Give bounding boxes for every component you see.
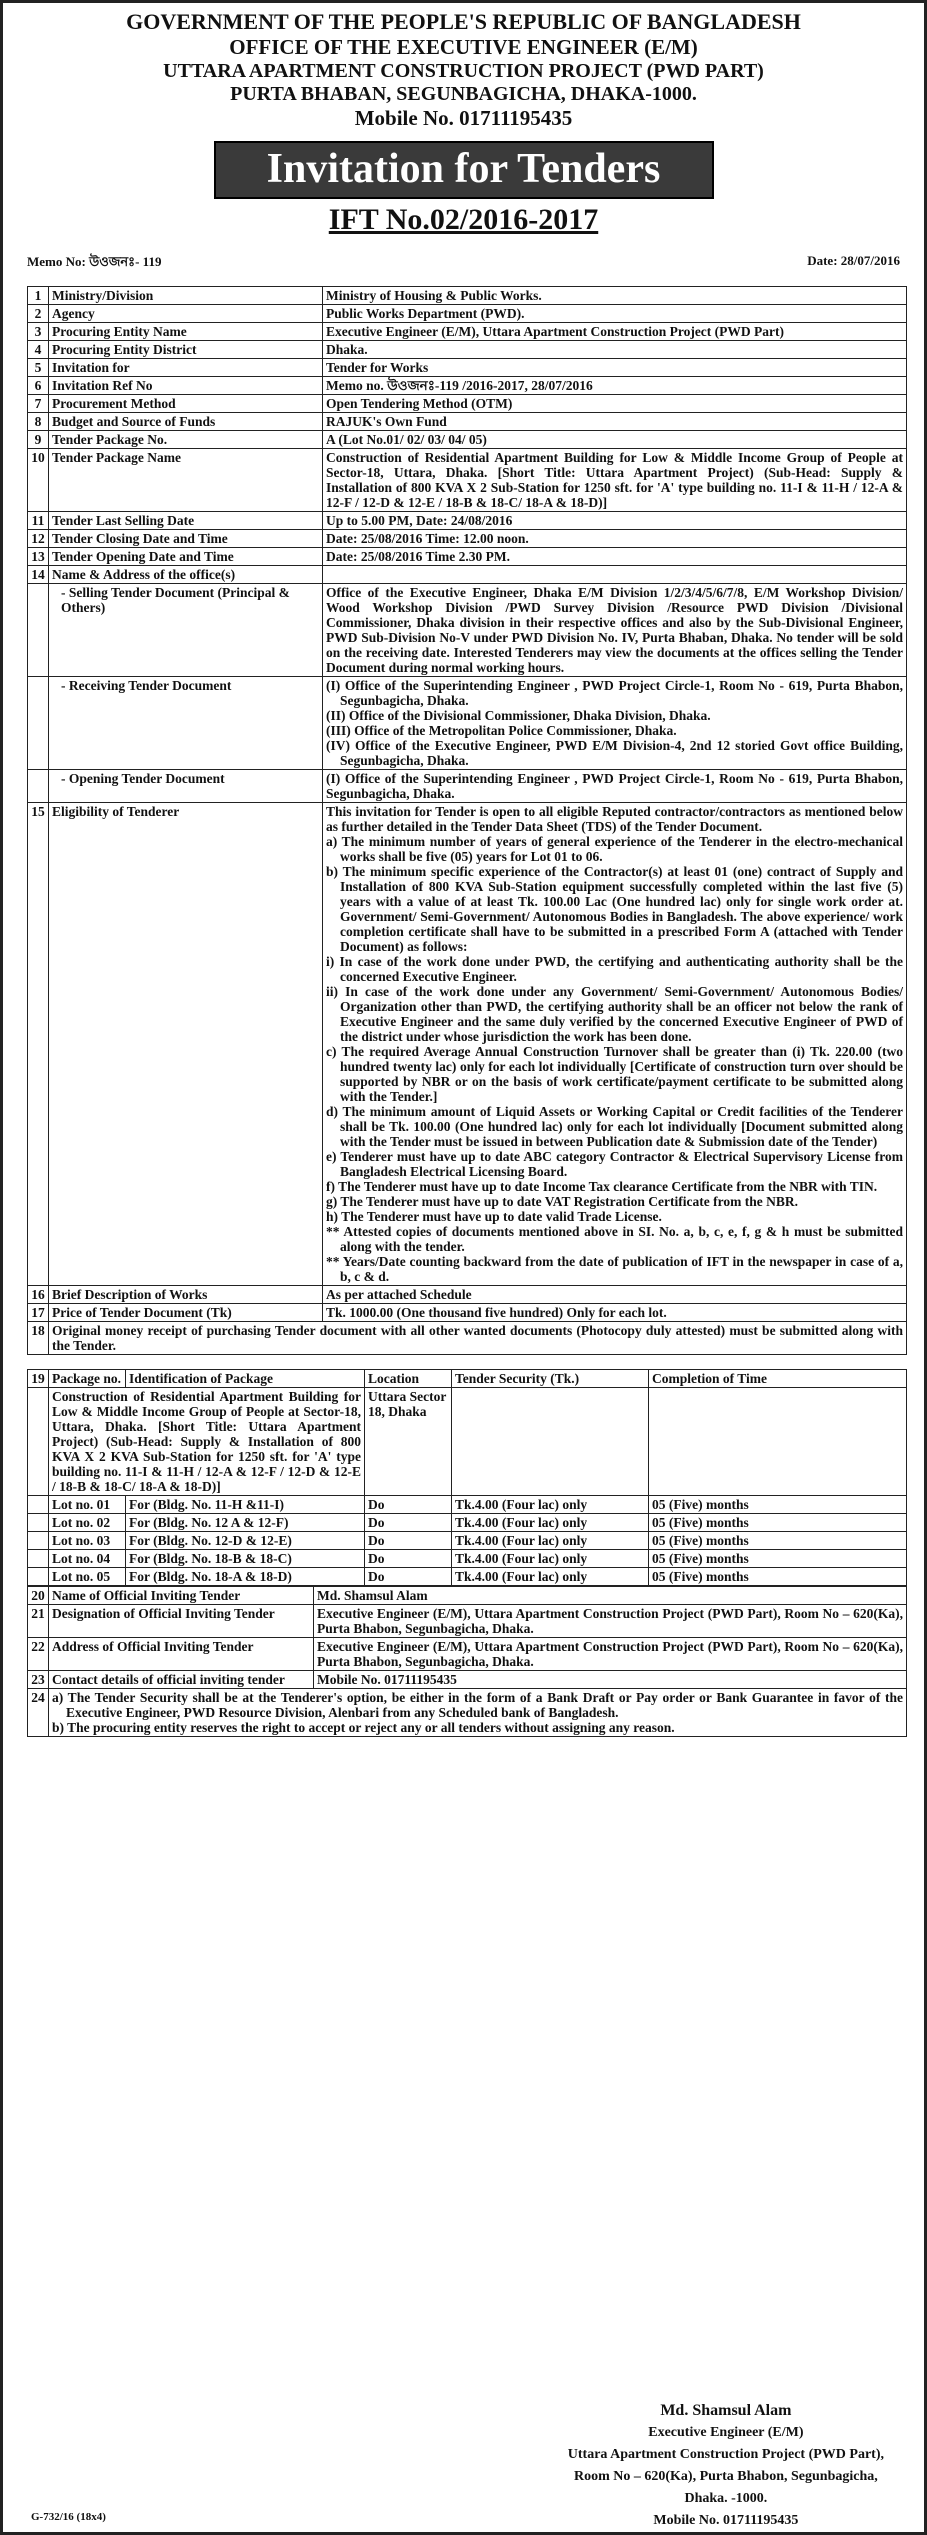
col-completion: Completion of Time bbox=[649, 1370, 907, 1388]
row-label: Invitation for bbox=[49, 359, 323, 377]
row-number: 14 bbox=[28, 566, 49, 584]
row-value: Date: 25/08/2016 Time: 12.00 noon. bbox=[323, 530, 907, 548]
header bbox=[3, 9, 924, 131]
eligibility-item: d) The minimum amount of Liquid Assets or Working Capital or Credit facilities of the Tenderer shall be Tk. 100.00 (One hundred lac) only for each lot individually [Document submitted along with the Tender must be issued in between Publication date & Submission date of the Tender) bbox=[326, 1104, 903, 1149]
table-row bbox=[28, 359, 907, 377]
lot-time: 05 (Five) months bbox=[649, 1532, 907, 1550]
row-value: Open Tendering Method (OTM) bbox=[323, 395, 907, 413]
lot-sec: Tk.4.00 (Four lac) only bbox=[452, 1532, 649, 1550]
lots-header-row: 19 Package no. Identification of Package Location Tender Security (Tk.) Completion of Time bbox=[28, 1370, 907, 1388]
row-value: Executive Engineer (E/M), Uttara Apartment Construction Project (PWD Part) bbox=[323, 323, 907, 341]
invitation-banner: Invitation for Tenders bbox=[214, 141, 714, 199]
table-row bbox=[28, 566, 907, 584]
col-identification: Identification of Package bbox=[126, 1370, 365, 1388]
table-row bbox=[28, 1286, 907, 1304]
lot-ident: For (Bldg. No. 18-B & 18-C) bbox=[126, 1550, 365, 1568]
table-row bbox=[28, 431, 907, 449]
row-value: Dhaka. bbox=[323, 341, 907, 359]
row-label: Name of Official Inviting Tender bbox=[49, 1587, 314, 1605]
lot-loc: Do bbox=[365, 1532, 452, 1550]
table-row bbox=[28, 287, 907, 305]
row-value: Tender for Works bbox=[323, 359, 907, 377]
lot-lot: Lot no. 01 bbox=[49, 1496, 126, 1514]
header-project: UTTARA APARTMENT CONSTRUCTION PROJECT (PWD PART) bbox=[163, 60, 764, 82]
package-location: Uttara Sector 18, Dhaka bbox=[365, 1388, 452, 1496]
signatory-line: Executive Engineer (E/M) bbox=[648, 2425, 804, 2440]
memo-line bbox=[3, 237, 924, 274]
row-label: Tender Closing Date and Time bbox=[49, 530, 323, 548]
eligibility-item: e) Tenderer must have up to date ABC category Contractor & Electrical Supervisory License from Bangladesh Electrical Licensing Board. bbox=[326, 1149, 903, 1179]
row-value: Md. Shamsul Alam bbox=[314, 1587, 907, 1605]
lot-sec: Tk.4.00 (Four lac) only bbox=[452, 1514, 649, 1532]
row-label: Tender Last Selling Date bbox=[49, 512, 323, 530]
row-value: Ministry of Housing & Public Works. bbox=[323, 287, 907, 305]
table-row bbox=[28, 341, 907, 359]
row-number: 10 bbox=[28, 449, 49, 512]
row-label: Budget and Source of Funds bbox=[49, 413, 323, 431]
row-value: As per attached Schedule bbox=[323, 1286, 907, 1304]
receiving-label: - Receiving Tender Document bbox=[49, 677, 323, 770]
row-number: 22 bbox=[28, 1638, 49, 1671]
row-label: Procuring Entity Name bbox=[49, 323, 323, 341]
lot-lot: Lot no. 03 bbox=[49, 1532, 126, 1550]
row-label: Procuring Entity District bbox=[49, 341, 323, 359]
table-row-eligibility: 15 Eligibility of Tenderer This invitation for Tender is open to all eligible Reputed contractor/contractors as mentioned below as further detailed in the Tender Data Sheet (TDS) of the Tender Document. a) The minimum number of years of general experience of the Tenderer in the electro-mechanical works shall be five (05) years for Lot 01 to 06. b) The minimum specific experience of the Contractor(s) at least 01 (one) contract of Supply and Installation of 800 KVA Sub-Station equipment successfully completed within the last five (5) years with a value of at least Tk. 100.00 Lac (One hundred lac) only for single work order at. Government/ Semi-Government/ Autonomous Bodies in Bangladesh. The above experience/ work completion certificate shall have to be submitted in a prescribed Form A (attached with Tender Document) as follows: i) In case of the work done under PWD, the certifying and authenticating authority shall be the concerned Executive Engineer. ii) In case of the work done under any Government/ Semi-Government/ Autonomous Bodies/ Organization other than PWD, the certifying authority shall be an officer not below the rank of Executive Engineer and the same duly verified by the concerned Executive Engineer of PWD of the district under whose jurisdiction the work has been done. c) The required Average Annual Construction Turnover shall be greater than (i) Tk. 220.00 (two hundred twenty lac) only for each lot individually [Certificate of construction turn over should be supported by NBR or on the basis of work certificate/payment certificate to be submitted along with the Tender.] d) The minimum amount of Liquid Assets or Working Capital or Credit facilities of the Tenderer shall be Tk. 100.00 (One hundred lac) only for each lot individually [Document submitted along with the Tender must be issued in between Publication date & Submission date of the Tender) e) Tenderer must have up to date ABC category Contractor & Electrical Supervisory License from Bangladesh Electrical Licensing Board. f) The Tenderer must have up to date Income Tax clearance Certificate from the NBR with TIN. g) The Tenderer must have up to date VAT Registration Certificate from the NBR. h) The Tenderer must have up to date valid Trade License. ** Attested copies of documents mentioned above in SI. No. a, b, c, e, f, g & h must be submitted along with the tender. ** Years/Date counting backward from the date of publication of IFT in the newspaper in case of a, b, c & d. bbox=[28, 803, 907, 1286]
lot-row bbox=[28, 1568, 907, 1586]
row-label: Name & Address of the office(s) bbox=[49, 566, 323, 584]
header-mobile: Mobile No. 01711195435 bbox=[354, 106, 573, 130]
lot-row bbox=[28, 1514, 907, 1532]
table-row bbox=[28, 305, 907, 323]
lot-ident: For (Bldg. No. 12 A & 12-F) bbox=[126, 1514, 365, 1532]
signatory-line: Uttara Apartment Construction Project (PWD Part), bbox=[567, 2447, 884, 2462]
receiving-item: (II) Office of the Divisional Commissioner, Dhaka Division, Dhaka. bbox=[326, 708, 711, 723]
selling-value: Office of the Executive Engineer, Dhaka E/M Division 1/2/3/4/5/6/7/8, E/M Workshop Division/ Wood Workshop Division /PWD Survey Division /Resource PWD Division /Divisional Commissioner, Dhaka division in their respective offices and also by the Sub-Divisional Engineer, PWD Sub-Division No-V under PWD Division No. IV, Purta Bhaban, Dhaka. No tender will be sold on the receiving date. Interested Tenderers may view the documents at the offices selling the Tender Document during normal working hours. bbox=[323, 584, 907, 677]
lot-row bbox=[28, 1550, 907, 1568]
lot-sec: Tk.4.00 (Four lac) only bbox=[452, 1550, 649, 1568]
package-desc-row bbox=[28, 1388, 907, 1496]
eligibility-item: c) The required Average Annual Construction Turnover shall be greater than (i) Tk. 220.00 (two hundred twenty lac) only for each lot individually [Certificate of construction turn over should be supported by NBR or on the basis of work certificate/payment certificate to be submitted along with the Tender.] bbox=[326, 1044, 903, 1104]
row-label: Ministry/Division bbox=[49, 287, 323, 305]
table-row bbox=[28, 1638, 907, 1671]
receiving-item: (I) Office of the Superintending Engineer , PWD Project Circle-1, Room No - 619, Purta Bhabon, Segunbagicha, Dhaka. bbox=[326, 678, 903, 708]
eligibility-item: b) The minimum specific experience of the Contractor(s) at least 01 (one) contract of Supply and Installation of 800 KVA Sub-Station equipment successfully completed within the last five (5) years with a value of at least Tk. 100.00 Lac (One hundred lac) only for single work order at. Government/ Semi-Government/ Autonomous Bodies in Bangladesh. The above experience/ work completion certificate shall have to be submitted in a prescribed Form A (attached with Tender Document) as follows: bbox=[326, 864, 903, 954]
header-government: GOVERNMENT OF THE PEOPLE'S REPUBLIC OF BANGLADESH bbox=[126, 9, 801, 34]
row-number: 3 bbox=[28, 323, 49, 341]
lot-sec: Tk.4.00 (Four lac) only bbox=[452, 1496, 649, 1514]
eligibility-item: ** Attested copies of documents mentioned above in SI. No. a, b, c, e, f, g & h must be submitted along with the tender. bbox=[326, 1224, 903, 1254]
table-row bbox=[28, 1671, 907, 1689]
signatory-name: Md. Shamsul Alam bbox=[660, 2402, 792, 2419]
table-row-18: 18 Original money receipt of purchasing Tender document with all other wanted documents (Photocopy duly attested) must be submitted along with the Tender. bbox=[28, 1322, 907, 1355]
tender-table-main bbox=[27, 286, 907, 1355]
tender-table-officials bbox=[27, 1586, 907, 1737]
table-row bbox=[28, 1304, 907, 1322]
signatory-line: Dhaka. -1000. bbox=[684, 2491, 768, 2506]
lot-ident: For (Bldg. No. 11-H &11-I) bbox=[126, 1496, 365, 1514]
eligibility-item: h) The Tenderer must have up to date valid Trade License. bbox=[326, 1209, 662, 1224]
eligibility-item: f) The Tenderer must have up to date Income Tax clearance Certificate from the NBR with TIN. bbox=[326, 1179, 878, 1194]
row-value: Up to 5.00 PM, Date: 24/08/2016 bbox=[323, 512, 907, 530]
row-label: Tender Package No. bbox=[49, 431, 323, 449]
print-code: G-732/16 (18x4) bbox=[31, 2511, 106, 2523]
eligibility-item: a) The minimum number of years of general experience of the Tenderer in the electro-mechanical works shall be five (05) years for Lot 01 to 06. bbox=[326, 834, 903, 864]
row-label: Address of Official Inviting Tender bbox=[49, 1638, 314, 1671]
table-row bbox=[28, 548, 907, 566]
row-number: 23 bbox=[28, 1671, 49, 1689]
lot-sec: Tk.4.00 (Four lac) only bbox=[452, 1568, 649, 1586]
lot-lot: Lot no. 04 bbox=[49, 1550, 126, 1568]
row-value: Public Works Department (PWD). bbox=[323, 305, 907, 323]
row-label: Invitation Ref No bbox=[49, 377, 323, 395]
row-value bbox=[323, 566, 907, 584]
row-number: 7 bbox=[28, 395, 49, 413]
opening-label: - Opening Tender Document bbox=[49, 770, 323, 803]
lot-time: 05 (Five) months bbox=[649, 1496, 907, 1514]
selling-label: - Selling Tender Document (Principal & Others) bbox=[49, 584, 323, 677]
receiving-value bbox=[323, 677, 907, 770]
eligibility-value bbox=[323, 803, 907, 1286]
row-label: Price of Tender Document (Tk) bbox=[49, 1304, 323, 1322]
col-location: Location bbox=[365, 1370, 452, 1388]
row-label: Tender Opening Date and Time bbox=[49, 548, 323, 566]
lot-loc: Do bbox=[365, 1514, 452, 1532]
security-terms bbox=[49, 1689, 907, 1737]
lot-row bbox=[28, 1532, 907, 1550]
row-number: 1 bbox=[28, 287, 49, 305]
lot-time: 05 (Five) months bbox=[649, 1568, 907, 1586]
row-label: Designation of Official Inviting Tender bbox=[49, 1605, 314, 1638]
signatory-line: Mobile No. 01711195435 bbox=[653, 2513, 799, 2528]
table-row bbox=[28, 512, 907, 530]
row-number: 20 bbox=[28, 1587, 49, 1605]
row-label: Agency bbox=[49, 305, 323, 323]
table-row bbox=[28, 1587, 907, 1605]
eligibility-label: Eligibility of Tenderer bbox=[49, 803, 323, 1286]
lot-time: 05 (Five) months bbox=[649, 1514, 907, 1532]
signature-block bbox=[568, 2400, 884, 2532]
table-row bbox=[28, 395, 907, 413]
row-number: 8 bbox=[28, 413, 49, 431]
col-security: Tender Security (Tk.) bbox=[452, 1370, 649, 1388]
eligibility-intro: This invitation for Tender is open to all eligible Reputed contractor/contractors as mentioned below as further detailed in the Tender Data Sheet (TDS) of the Tender Document. bbox=[326, 804, 903, 834]
table-row bbox=[28, 530, 907, 548]
lot-ident: For (Bldg. No. 18-A & 18-D) bbox=[126, 1568, 365, 1586]
row-number: 16 bbox=[28, 1286, 49, 1304]
row-value: Tk. 1000.00 (One thousand five hundred) Only for each lot. bbox=[323, 1304, 907, 1322]
memo-number: Memo No: উওজনঃ- 119 bbox=[27, 254, 162, 269]
row-value: Executive Engineer (E/M), Uttara Apartment Construction Project (PWD Part), Room No – 620(Ka), Purta Bhabon, Segunbagicha, Dhaka. bbox=[314, 1605, 907, 1638]
table-row bbox=[28, 584, 907, 677]
row-value: Date: 25/08/2016 Time 2.30 PM. bbox=[323, 548, 907, 566]
eligibility-item: ii) In case of the work done under any Government/ Semi-Government/ Autonomous Bodies/ Organization other than PWD, the certifying authority shall be an officer not below the rank of Executive Engineer and the same duly verified by the concerned Executive Engineer of PWD of the district under whose jurisdiction the work has been done. bbox=[326, 984, 903, 1044]
row-label: Brief Description of Works bbox=[49, 1286, 323, 1304]
lot-loc: Do bbox=[365, 1496, 452, 1514]
eligibility-item: i) In case of the work done under PWD, the certifying and authenticating authority shall be the concerned Executive Engineer. bbox=[326, 954, 903, 984]
table-row bbox=[28, 323, 907, 341]
table-row bbox=[28, 377, 907, 395]
memo-date: Date: 28/07/2016 bbox=[807, 253, 900, 268]
security-term-a: a) The Tender Security shall be at the Tenderer's option, be either in the form of a Bank Draft or Pay order or Bank Guarantee in favor of the Executive Engineer, PWD Resource Division, Alenbari from any Scheduled bank of Bangladesh. bbox=[52, 1690, 903, 1720]
row-number: 2 bbox=[28, 305, 49, 323]
lot-loc: Do bbox=[365, 1568, 452, 1586]
receiving-item: (III) Office of the Metropolitan Police Commissioner, Dhaka. bbox=[326, 723, 677, 738]
opening-value: (I) Office of the Superintending Engineer , PWD Project Circle-1, Room No - 619, Purta Bhabon, Segunbagicha, Dhaka. bbox=[323, 770, 907, 803]
security-term-b: b) The procuring entity reserves the right to accept or reject any or all tenders without assigning any reason. bbox=[52, 1720, 675, 1735]
row-label: Procurement Method bbox=[49, 395, 323, 413]
row-number: 9 bbox=[28, 431, 49, 449]
table-row bbox=[28, 449, 907, 512]
eligibility-item: ** Years/Date counting backward from the date of publication of IFT in the newspaper in case of a, b, c & d. bbox=[326, 1254, 903, 1284]
table-row bbox=[28, 1605, 907, 1638]
row-number: 5 bbox=[28, 359, 49, 377]
row-number: 12 bbox=[28, 530, 49, 548]
table-row bbox=[28, 770, 907, 803]
ift-number: IFT No.02/2016-2017 bbox=[328, 203, 599, 236]
eligibility-item: g) The Tenderer must have up to date VAT Registration Certificate from the NBR. bbox=[326, 1194, 798, 1209]
header-office: OFFICE OF THE EXECUTIVE ENGINEER (E/M) bbox=[229, 35, 698, 59]
lot-lot: Lot no. 02 bbox=[49, 1514, 126, 1532]
table-row-24: 24 a) The Tender Security shall be at the Tenderer's option, be either in the form of a Bank Draft or Pay order or Bank Guarantee in favor of the Executive Engineer, PWD Resource Division, Alenbari from any Scheduled bank of Bangladesh. b) The procuring entity reserves the right to accept or reject any or all tenders without assigning any reason. bbox=[28, 1689, 907, 1737]
row-label: Tender Package Name bbox=[49, 449, 323, 512]
row-value: Memo no. উওজনঃ-119 /2016-2017, 28/07/2016 bbox=[323, 377, 907, 395]
row-value: Mobile No. 01711195435 bbox=[314, 1671, 907, 1689]
receiving-item: (IV) Office of the Executive Engineer, PWD E/M Division-4, 2nd 12 storied Govt office Building, Segunbagicha, Dhaka. bbox=[326, 738, 903, 768]
lot-time: 05 (Five) months bbox=[649, 1550, 907, 1568]
row-value: A (Lot No.01/ 02/ 03/ 04/ 05) bbox=[323, 431, 907, 449]
row-label: Contact details of official inviting tender bbox=[49, 1671, 314, 1689]
row-value: RAJUK's Own Fund bbox=[323, 413, 907, 431]
row-number: 21 bbox=[28, 1605, 49, 1638]
lot-row bbox=[28, 1496, 907, 1514]
lot-lot: Lot no. 05 bbox=[49, 1568, 126, 1586]
row-value: Executive Engineer (E/M), Uttara Apartment Construction Project (PWD Part), Room No – 620(Ka), Purta Bhabon, Segunbagicha, Dhaka. bbox=[314, 1638, 907, 1671]
table-row bbox=[28, 413, 907, 431]
lot-ident: For (Bldg. No. 12-D & 12-E) bbox=[126, 1532, 365, 1550]
lot-loc: Do bbox=[365, 1550, 452, 1568]
header-address: PURTA BHABAN, SEGUNBAGICHA, DHAKA-1000. bbox=[230, 83, 697, 105]
row-value: Construction of Residential Apartment Building for Low & Middle Income Group of People at Sector-18, Uttara, Dhaka. [Short Title: Uttara Apartment Project) (Sub-Head: Supply & Installation of 800 KVA X 2 Sub-Station for 1250 sft. for 'A' type building no. 11-I & 11-H / 12-A & 12-F / 12-D & 12-E / 18-B & 18-C/ 18-A & 18-D)] bbox=[323, 449, 907, 512]
signatory-line: Room No – 620(Ka), Purta Bhabon, Segunbagicha, bbox=[574, 2469, 878, 2484]
row-number: 4 bbox=[28, 341, 49, 359]
col-package-no: Package no. bbox=[49, 1370, 126, 1388]
money-receipt-note: Original money receipt of purchasing Tender document with all other wanted documents (Photocopy duly attested) must be submitted along with the Tender. bbox=[49, 1322, 907, 1355]
package-description: Construction of Residential Apartment Building for Low & Middle Income Group of People at Sector-18, Uttara, Dhaka. [Short Title: Uttara Apartment Project) (Sub-Head: Supply & Installation of 800 KVA X 2 KVA Sub-Station for 1250 sft. for 'A' type building no. 11-I & 11-H / 12-A & 12-F / 12-D & 12-E / 18-B & 18-C/ 18-A & 18-D)] bbox=[49, 1388, 365, 1496]
row-number: 11 bbox=[28, 512, 49, 530]
lots-table bbox=[27, 1369, 907, 1586]
row-number: 6 bbox=[28, 377, 49, 395]
row-number: 13 bbox=[28, 548, 49, 566]
row-number: 17 bbox=[28, 1304, 49, 1322]
table-row bbox=[28, 677, 907, 770]
